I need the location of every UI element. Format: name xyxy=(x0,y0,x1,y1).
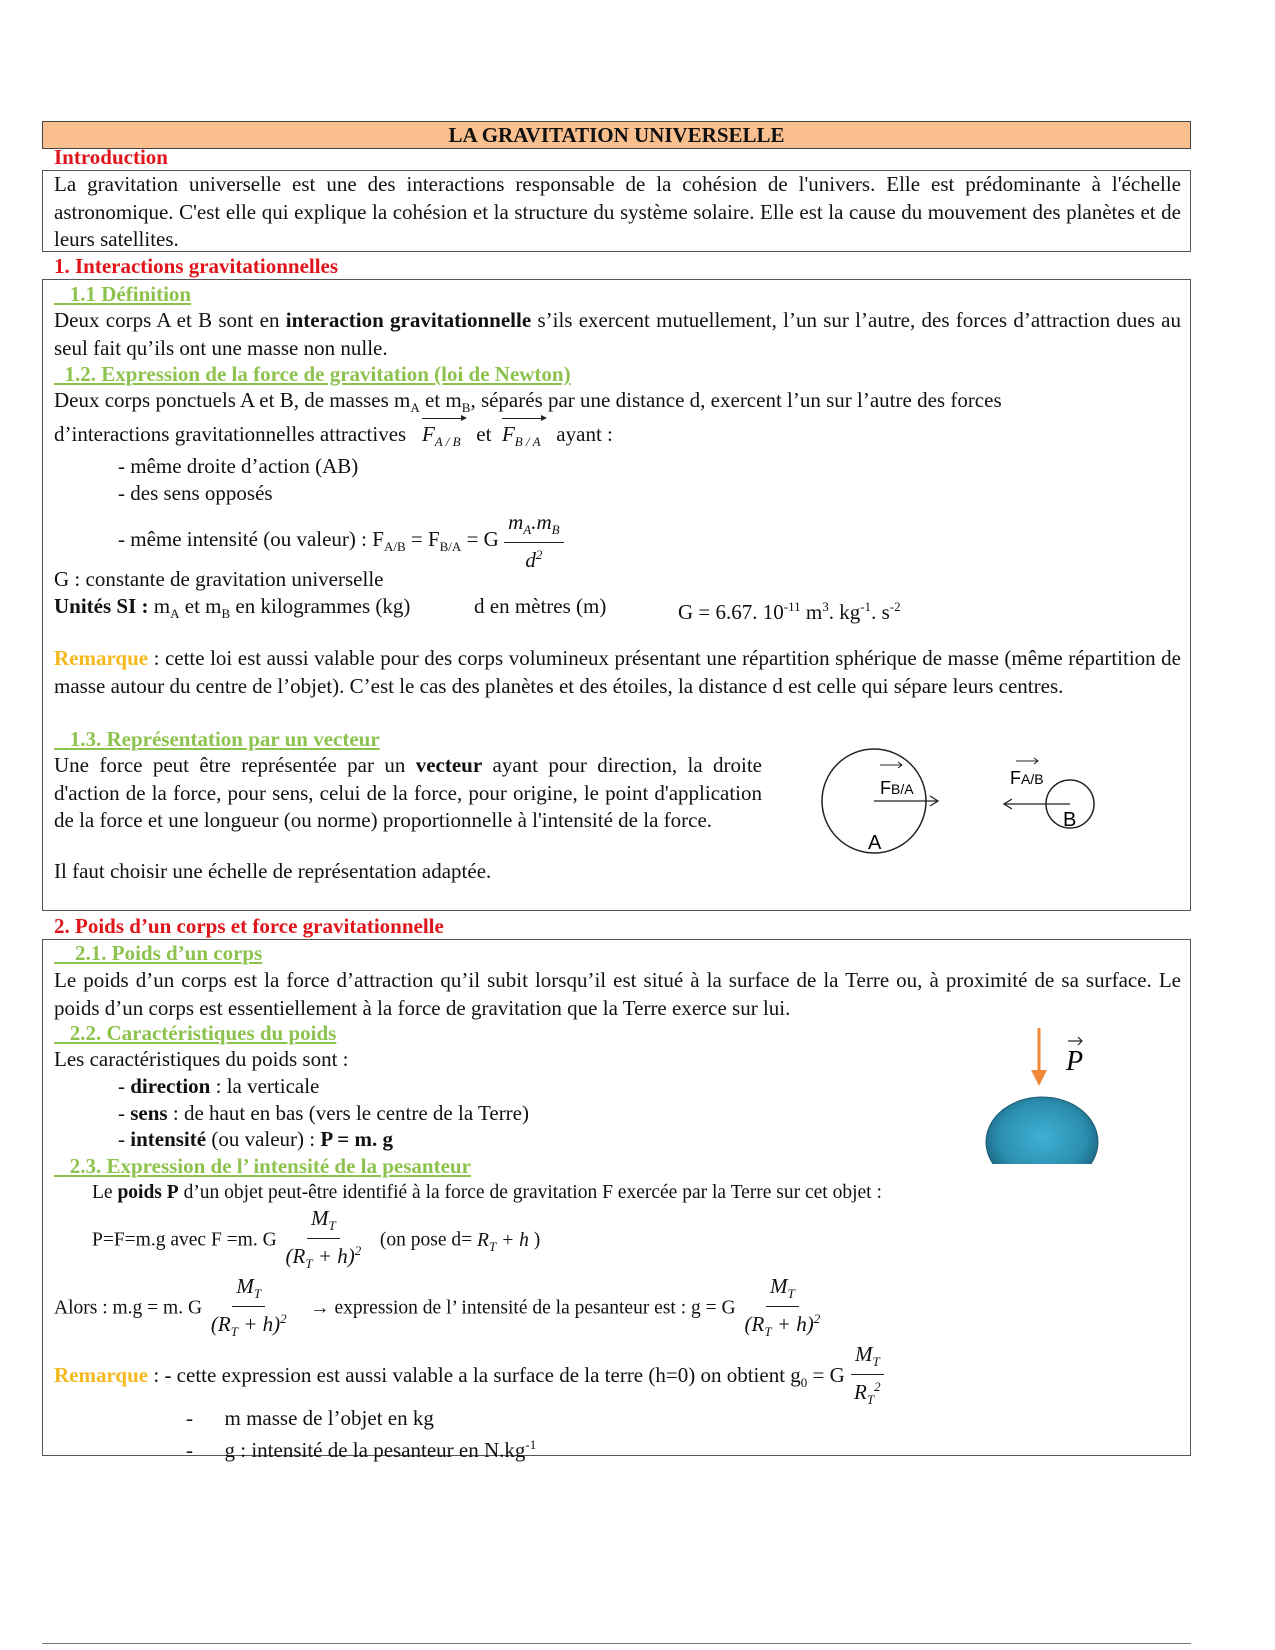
equation-2: Alors : m.g = m. G $\frac{M_T}{(R_T + h)^2}$ → expression de l’ intensité de la pesanteur est : g = G $\frac{M_T}{(R_T + h)^2}$ xyxy=(54,1274,1054,1344)
s13-text: Une force peut être représentée par un vecteur ayant pour direction, la droite d'action de la force, pour sens, celui de la force, pour origine, le point d'application de la force et une longueur (ou norme) proportionnelle à l'intensité de la force. xyxy=(54,753,762,832)
s23-intro: Le poids P d’un objet peut-être identifié à la force de gravitation F exercée par la Terre sur cet objet : xyxy=(92,1182,882,1203)
s12-title: 1.2. Expression de la force de gravitation (loi de Newton) xyxy=(64,362,571,386)
remark-1: Remarque : cette loi est aussi valable pour des corps volumineux présentant une répartition sphérique de masse (même répartition de masse autour du centre de l’objet). C’est le cas des planètes et des étoiles, la distance d est celle qui sépare leurs centres. xyxy=(54,646,1181,698)
earth-sphere xyxy=(986,1097,1098,1164)
g-constant: G : constante de gravitation universelle xyxy=(54,567,384,591)
s21-text: Le poids d’un corps est la force d’attraction qu’il subit lorsqu’il est situé à la surface de la Terre ou, à proximité de sa surface. Le poids d’un corps est essentiellement à la force de gravitation que la Terre exerce sur lui. xyxy=(54,968,1181,1020)
label-f-ab: FA/B xyxy=(1010,768,1044,788)
s21-title: 2.1. Poids d’un corps xyxy=(75,941,263,965)
s13-scale: Il faut choisir une échelle de représentation adaptée. xyxy=(54,859,492,883)
section1-heading: 1. Interactions gravitationnelles xyxy=(54,254,339,278)
s11-title: 1.1 Définition xyxy=(69,282,192,306)
label-b: B xyxy=(1063,809,1077,831)
vector-f-ab: $F_{A / B}$ xyxy=(422,421,461,456)
weight-sense: - sens : de haut en bas (vers le centre de la Terre) xyxy=(118,1101,529,1125)
force-vectors-figure xyxy=(820,744,1110,864)
s22-intro: Les caractéristiques du poids sont : xyxy=(54,1047,349,1071)
g-fraction: $\frac{M_T}{(R_T + h)^2}$ xyxy=(744,1274,821,1340)
equation-1: P=F=m.g avec F =m. G $\frac{M_T}{(R_T + h)^2}$ (on pose $d= R_T + h$ ) xyxy=(92,1206,792,1276)
s11-text: Deux corps A et B sont en interaction gravitationnelle s’ils exercent mutuellement, l’un sur l’autre, des forces d’attraction dues au seul fait qu’ils ont une masse non nulle. xyxy=(54,308,1182,360)
s12-bullet2: - des sens opposés xyxy=(118,481,273,505)
s12-bullet1: - même droite d’action (AB) xyxy=(118,454,359,478)
s13-title: 1.3. Représentation par un vecteur xyxy=(69,727,380,751)
g0-fraction: $\frac{M_T}{R_T^2}$ xyxy=(850,1342,885,1412)
section2-heading: 2. Poids d’un corps et force gravitationnelle xyxy=(54,914,444,938)
intro-text: La gravitation universelle est une des interactions responsable de la cohésion de l'univers. Elle est prédominante à l'échelle astronomique. C'est elle qui explique la cohésion et la structure du système solaire. Elle est la cause du mouvement des planètes et de leurs satellites. xyxy=(54,172,1181,251)
eq2-fraction: $\frac{M_T}{(R_T + h)^2}$ xyxy=(210,1274,287,1340)
footer-rule xyxy=(42,1643,1191,1644)
s23-title: 2.3. Expression de l’ intensité de la pesanteur xyxy=(69,1154,471,1178)
remark-2: Remarque : - cette expression est aussi valable a la surface de la terre (h=0) on obtient $g_0 = G$ $\frac{M_T}{R_T^2}$ xyxy=(54,1342,1054,1412)
label-f-ba: FB/A xyxy=(880,778,914,798)
document-title: LA GRAVITATION UNIVERSELLE xyxy=(42,121,1191,149)
s12-line1: Deux corps ponctuels A et B, de masses $m_A$ et $m_B$, séparés par une distance d, exercent l’un sur l’autre des forces xyxy=(54,388,1002,416)
weight-direction: - direction : la verticale xyxy=(118,1074,320,1098)
label-a: A xyxy=(868,832,882,854)
list-mass: - m masse de l’objet en kg xyxy=(186,1406,434,1430)
eq1-fraction: $\frac{M_T}{(R_T + h)^2}$ xyxy=(285,1206,362,1272)
list-g: - g : intensité de la pesanteur en $N.kg^{-1}$ xyxy=(186,1437,537,1462)
earth-weight-figure xyxy=(980,1024,1120,1164)
si-units: Unités SI : $m_A$ et $m_B$ en kilogrammes (kg) d en mètres (m) G = 6.67. $10^{-11}$ $m^3$. $kg^{-1}$. $s^{-2}$ xyxy=(54,594,901,624)
s22-title: 2.2. Caractéristiques du poids xyxy=(69,1021,337,1045)
newton-fraction: $\frac{m_A.m_B}{d^2}$ xyxy=(504,510,564,572)
weight-intensity: - intensité (ou valeur) : P = m. g xyxy=(118,1127,394,1151)
s12-bullet3: - même intensité (ou valeur) : $F_{A/B} = F_{B/A} = G$ $\frac{m_A.m_B}{d^2}$ xyxy=(118,510,818,572)
vector-f-ba: $F_{B / A}$ xyxy=(502,421,541,456)
s12-line2: d’interactions gravitationnelles attractives $F_{A / B}$ et $F_{B / A}$ ayant : xyxy=(54,421,1181,456)
intro-heading: Introduction xyxy=(54,145,168,169)
label-p: P xyxy=(1066,1046,1084,1077)
